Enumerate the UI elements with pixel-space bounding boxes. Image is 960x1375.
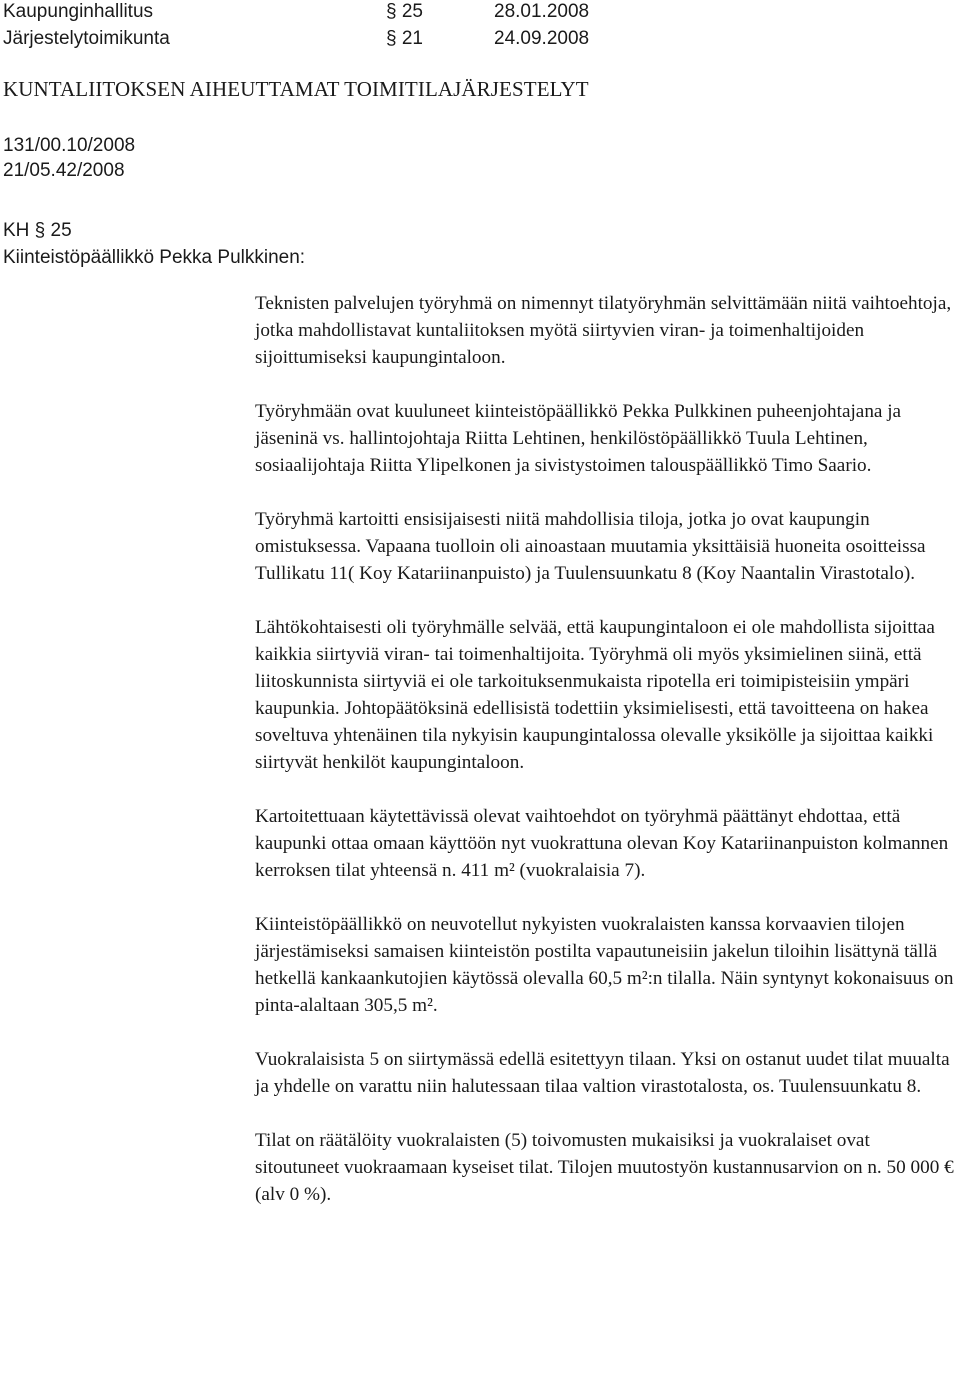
reference-number: 21/05.42/2008 xyxy=(3,160,125,181)
meeting-date: 24.09.2008 xyxy=(494,28,590,49)
reference-number: 131/00.10/2008 xyxy=(3,135,136,156)
paragraph: Työryhmä kartoitti ensisijaisesti niitä mahdollisia tiloja, jotka jo ovat kaupungin omistuksessa. Vapaana tuolloin oli ainoastaan muutamia yksittäisiä huoneita osoitteissa Tullikatu 11( Koy Katariinanpuisto) ja Tuulensuunkatu 8 (Koy Naantalin Virastotalo). xyxy=(255,509,926,584)
paragraph: Kartoitettuaan käytettävissä olevat vaihtoehdot on työryhmä päättänyt ehdottaa, että kaupunki ottaa omaan käyttöön nyt vuokrattuna olevan Koy Katariinanpuiston kolmannen kerroksen tilat yhteensä n. 411 m² (vuokralaisia 7). xyxy=(255,806,949,881)
section-number: § 25 xyxy=(386,1,423,22)
paragraph: Lähtökohtaisesti oli työryhmälle selvää, että kaupungintaloon ei ole mahdollista sijoittaa kaikkia siirtyviä viran- tai toimenhaltijoita. Työryhmä oli myös yksimielinen siinä, että liitoskunnista siirtyviä ei ole tarkoituksenmukaista ripotella eri toimipisteisiin ympäri kaupunkia. Johtopäätöksinä edellisistä todettiin yksimielisesti, että tavoitteena on hakea soveltuva yhtenäinen tila nykyisin kaupungintalossa olevalle yksikölle ja sijoittaa kaikki siirtyvät henkilöt kaupungintaloon. xyxy=(255,617,935,773)
paragraph: Kiinteistöpäällikkö on neuvotellut nykyisten vuokralaisten kanssa korvaavien tilojen järjestämiseksi samaisen kiinteistön postilta vapautuneisiin jakelun tiloihin lisättynä tällä hetkellä kankaankutojien käytössä olevalla 60,5 m²:n tilalla. Näin syntynyt kokonaisuus on pinta-alaltaan 305,5 m². xyxy=(255,914,954,1016)
proposal-heading xyxy=(3,217,305,271)
paragraph: Teknisten palvelujen työryhmä on nimennyt tilatyöryhmän selvittämään niitä vaihtoehtoja, jotka mahdollistavat kuntaliitoksen myötä siirtyvien viran- ja toimenhaltijoiden sijoittumiseksi kaupungintaloon. xyxy=(255,293,952,368)
paragraph: Tilat on räätälöity vuokralaisten (5) toivomusten mukaisiksi ja vuokralaiset ovat sitoutuneet vuokraamaan kyseiset tilat. Tilojen muutostyön kustannusarvion on n. 50 000 € (alv 0 %). xyxy=(255,1130,954,1205)
reference-numbers xyxy=(3,133,135,183)
body-name: Kaupunginhallitus xyxy=(3,1,154,22)
body-name: Järjestelytoimikunta xyxy=(3,28,170,49)
document-title: KUNTALIITOKSEN AIHEUTTAMAT TOIMITILAJÄRJESTELYT xyxy=(3,77,589,101)
header-row xyxy=(3,0,943,25)
section-number: § 21 xyxy=(386,28,423,49)
presenter-line: Kiinteistöpäällikkö Pekka Pulkkinen: xyxy=(3,247,306,268)
paragraph: Vuokralaisista 5 on siirtymässä edellä esitettyyn tilaan. Yksi on ostanut uudet tilat muualta ja yhdelle on varattu niin halutessaan tilaa valtion virastotalosta, os. Tuulensuunkatu 8. xyxy=(255,1049,950,1097)
header-row xyxy=(3,25,943,52)
meeting-date: 28.01.2008 xyxy=(494,1,590,22)
proposal-section: KH § 25 xyxy=(3,220,72,241)
document-body xyxy=(255,290,955,1235)
paragraph: Työryhmään ovat kuuluneet kiinteistöpäällikkö Pekka Pulkkinen puheenjohtajana ja jäseninä vs. hallintojohtaja Riitta Lehtinen, henkilöstöpäällikkö Tuula Lehtinen, sosiaalijohtaja Riitta Ylipelkonen ja sivistystoimen talouspäällikkö Timo Saario. xyxy=(255,401,902,476)
